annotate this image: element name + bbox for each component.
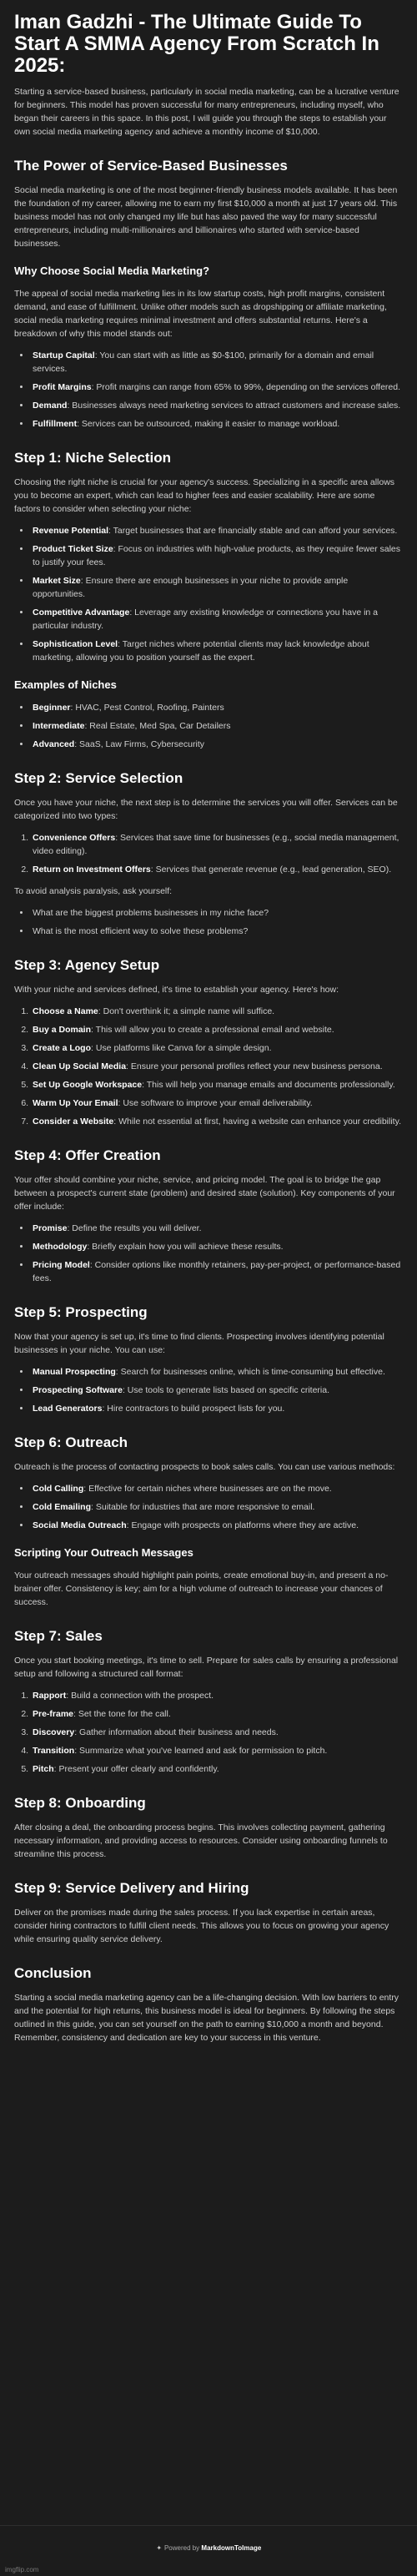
section-step3 [14, 956, 403, 1128]
section-paragraph: Your offer should combine your niche, service, and pricing model. The goal is to bridge the gap between a prospect's current state (problem) and desired state (solution). Key components of your offer include: [14, 1175, 395, 1212]
page-title: Iman Gadzhi - The Ultimate Guide To Start A SMMA Agency From Scratch In 2025: [14, 11, 379, 77]
section-paragraph: Once you start booking meetings, it's time to sell. Prepare for sales calls by ensuring a professional setup and following a structured call format: [14, 1656, 399, 1679]
watermark: imgflip.com [5, 2566, 39, 2573]
section-power [14, 157, 403, 250]
section-step8 [14, 1794, 403, 1861]
list-item: 1. Choose a Name: Don't overthink it; a simple name will suffice. [31, 1005, 403, 1018]
section-step4 [14, 1147, 403, 1285]
list-item: • Cold Emailing: Suitable for industries that are more responsive to email. [31, 1500, 403, 1514]
section-step5 [14, 1303, 403, 1415]
section-paragraph: Choosing the right niche is crucial for your agency's success. Specializing in a specific area allows you to become an expert, which can lead to higher fees and easier scalability. Here are some factors to consider when selecting your niche: [14, 477, 395, 514]
section-paragraph: To avoid analysis paralysis, ask yourself: [14, 886, 173, 896]
section-heading: Step 7: Sales [14, 1628, 103, 1644]
section-paragraph: The appeal of social media marketing lies in its low startup costs, high profit margins, consistent demand, and ease of fulfillment. Unlike other models such as dropshipping or affiliate marketing, social media marketing requires minimal investment and offers substantial returns. Here's a breakdown of why this model stands out: [14, 289, 387, 339]
section-heading: Step 5: Prospecting [14, 1304, 148, 1320]
list-item: • Profit Margins: Profit margins can range from 65% to 99%, depending on the services offered. [31, 381, 403, 394]
list-item: • What is the most efficient way to solve these problems? [31, 925, 403, 938]
list-item: 2. Buy a Domain: This will allow you to create a professional email and website. [31, 1023, 403, 1036]
list-item: • Prospecting Software: Use tools to generate lists based on specific criteria. [31, 1384, 403, 1397]
list-item: 1. Convenience Offers: Services that save time for businesses (e.g., social media management, video editing). [31, 831, 403, 858]
section-paragraph: Starting a social media marketing agency can be a life-changing decision. With low barriers to entry and the potential for high returns, this business model is ideal for beginners. By following the steps outlined in this guide, you can set yourself on the path to earning $10,000 a month and beyond. Remember, consistency and dedication are key to your success in this venture. [14, 1993, 399, 2043]
list-item: 3. Create a Logo: Use platforms like Canva for a simple design. [31, 1041, 403, 1055]
footer [0, 2525, 417, 2576]
list-item: 2. Return on Investment Offers: Services that generate revenue (e.g., lead generation, SEO). [31, 863, 403, 876]
section-paragraph: Outreach is the process of contacting prospects to book sales calls. You can use various methods: [14, 1462, 395, 1472]
list-item: • Promise: Define the results you will deliver. [31, 1222, 403, 1235]
section-heading: The Power of Service-Based Businesses [14, 158, 288, 174]
subsection-heading: Examples of Niches [14, 678, 117, 691]
numbered-list [14, 1005, 403, 1128]
list-item: 1. Rapport: Build a connection with the prospect. [31, 1689, 403, 1702]
list-item: • Competitive Advantage: Leverage any existing knowledge or connections you have in a particular industry. [31, 606, 403, 633]
list-item: • Startup Capital: You can start with as little as $0-$100, primarily for a domain and email services. [31, 349, 403, 376]
section-paragraph: Now that your agency is set up, it's time to find clients. Prospecting involves identifying potential businesses in your niche. You can use: [14, 1332, 384, 1355]
section-heading: Step 3: Agency Setup [14, 957, 160, 973]
list-item: • Lead Generators: Hire contractors to build prospect lists for you. [31, 1402, 403, 1415]
list-item: • Social Media Outreach: Engage with prospects on platforms where they are active. [31, 1519, 403, 1532]
section-conclusion [14, 1964, 403, 2044]
intro-paragraph: Starting a service-based business, particularly in social media marketing, can be a lucrative venture for beginners. This model has proven successful for many entrepreneurs, including myself, who began their careers in this space. In this post, I will guide you through the steps to establish your own social media marketing agency and achieve a monthly income of $10,000. [14, 87, 399, 137]
list-item: • Intermediate: Real Estate, Med Spa, Car Detailers [31, 719, 403, 733]
sparkle-icon: ✦ [156, 2544, 163, 2552]
section-heading: Step 4: Offer Creation [14, 1147, 161, 1163]
bullet-list [14, 1222, 403, 1285]
bullet-list [14, 906, 403, 938]
list-item: • Cold Calling: Effective for certain niches where businesses are on the move. [31, 1482, 403, 1495]
brand-link[interactable]: MarkdownToImage [201, 2544, 262, 2552]
section-why [14, 264, 403, 431]
powered-by-label: Powered by [163, 2544, 200, 2552]
list-item: 7. Consider a Website: While not essential at first, having a website can enhance your credibility. [31, 1115, 403, 1128]
list-item: 5. Pitch: Present your offer clearly and confidently. [31, 1762, 403, 1776]
list-item: • Fulfillment: Services can be outsourced, making it easier to manage workload. [31, 417, 403, 431]
numbered-list [14, 831, 403, 876]
list-item: • Beginner: HVAC, Pest Control, Roofing, Painters [31, 701, 403, 714]
list-item: 3. Discovery: Gather information about their business and needs. [31, 1726, 403, 1739]
list-item: 2. Pre-frame: Set the tone for the call. [31, 1707, 403, 1721]
section-heading: Step 2: Service Selection [14, 770, 183, 786]
bullet-list [14, 701, 403, 751]
list-item: 6. Warm Up Your Email: Use software to improve your email deliverability. [31, 1096, 403, 1110]
section-heading: Step 8: Onboarding [14, 1795, 146, 1811]
section-examples [14, 678, 403, 751]
list-item: • What are the biggest problems businesses in my niche face? [31, 906, 403, 920]
list-item: • Sophistication Level: Target niches where potential clients may lack knowledge about marketing, allowing you to position yourself as the expert. [31, 638, 403, 664]
section-paragraph: Your outreach messages should highlight pain points, create emotional buy-in, and present a no-brainer offer. Consistency is key; aim for a high volume of outreach to increase your chances of success. [14, 1570, 389, 1607]
list-item: • Methodology: Briefly explain how you will achieve these results. [31, 1240, 403, 1253]
list-item: 4. Transition: Summarize what you've learned and ask for permission to pitch. [31, 1744, 403, 1757]
numbered-list [14, 1689, 403, 1776]
powered-by [0, 2544, 417, 2552]
list-item: • Product Ticket Size: Focus on industries with high-value products, as they require fewer sales to justify your fees. [31, 542, 403, 569]
list-item: • Market Size: Ensure there are enough businesses in your niche to provide ample opportunities. [31, 574, 403, 601]
bullet-list [14, 349, 403, 431]
section-paragraph: After closing a deal, the onboarding process begins. This involves collecting payment, gathering necessary information, and providing access to resources. Consider using onboarding funnels to streamline this process. [14, 1822, 388, 1859]
section-heading: Conclusion [14, 1965, 92, 1981]
bullet-list [14, 524, 403, 664]
list-item: 4. Clean Up Social Media: Ensure your personal profiles reflect your new business persona. [31, 1060, 403, 1073]
subsection-heading: Scripting Your Outreach Messages [14, 1546, 193, 1559]
section-heading: Step 6: Outreach [14, 1434, 128, 1450]
list-item: 5. Set Up Google Workspace: This will help you manage emails and documents professionally. [31, 1078, 403, 1091]
section-paragraph: Social media marketing is one of the most beginner-friendly business models available. It has been the foundation of my career, allowing me to earn my first $10,000 a month at just 17 years old. This business model has not only changed my life but has also paved the way for many successful entrepreneurs, including multi-millionaires and billionaires who started with service-based businesses. [14, 185, 398, 249]
section-step6 [14, 1434, 403, 1532]
list-item: • Advanced: SaaS, Law Firms, Cybersecurity [31, 738, 403, 751]
list-item: • Revenue Potential: Target businesses that are financially stable and can afford your services. [31, 524, 403, 537]
section-scripting [14, 1545, 403, 1609]
section-step2 [14, 769, 403, 938]
list-item: • Demand: Businesses always need marketing services to attract customers and increase sales. [31, 399, 403, 412]
section-step7 [14, 1627, 403, 1776]
subsection-heading: Why Choose Social Media Marketing? [14, 265, 210, 277]
section-step9 [14, 1879, 403, 1946]
section-paragraph: Deliver on the promises made during the sales process. If you lack expertise in certain areas, consider hiring contractors to fulfill client needs. This allows you to focus on growing your agency while ensuring quality service delivery. [14, 1908, 389, 1944]
section-heading: Step 9: Service Delivery and Hiring [14, 1880, 249, 1896]
bullet-list [14, 1365, 403, 1415]
bullet-list [14, 1482, 403, 1532]
section-paragraph: With your niche and services defined, it's time to establish your agency. Here's how: [14, 985, 339, 995]
list-item: • Manual Prospecting: Search for businesses online, which is time-consuming but effective. [31, 1365, 403, 1379]
section-heading: Step 1: Niche Selection [14, 450, 171, 466]
section-paragraph: Once you have your niche, the next step is to determine the services you will offer. Services can be categorized into two types: [14, 798, 398, 821]
section-step1 [14, 449, 403, 664]
list-item: • Pricing Model: Consider options like monthly retainers, pay-per-project, or performance-based fees. [31, 1258, 403, 1285]
